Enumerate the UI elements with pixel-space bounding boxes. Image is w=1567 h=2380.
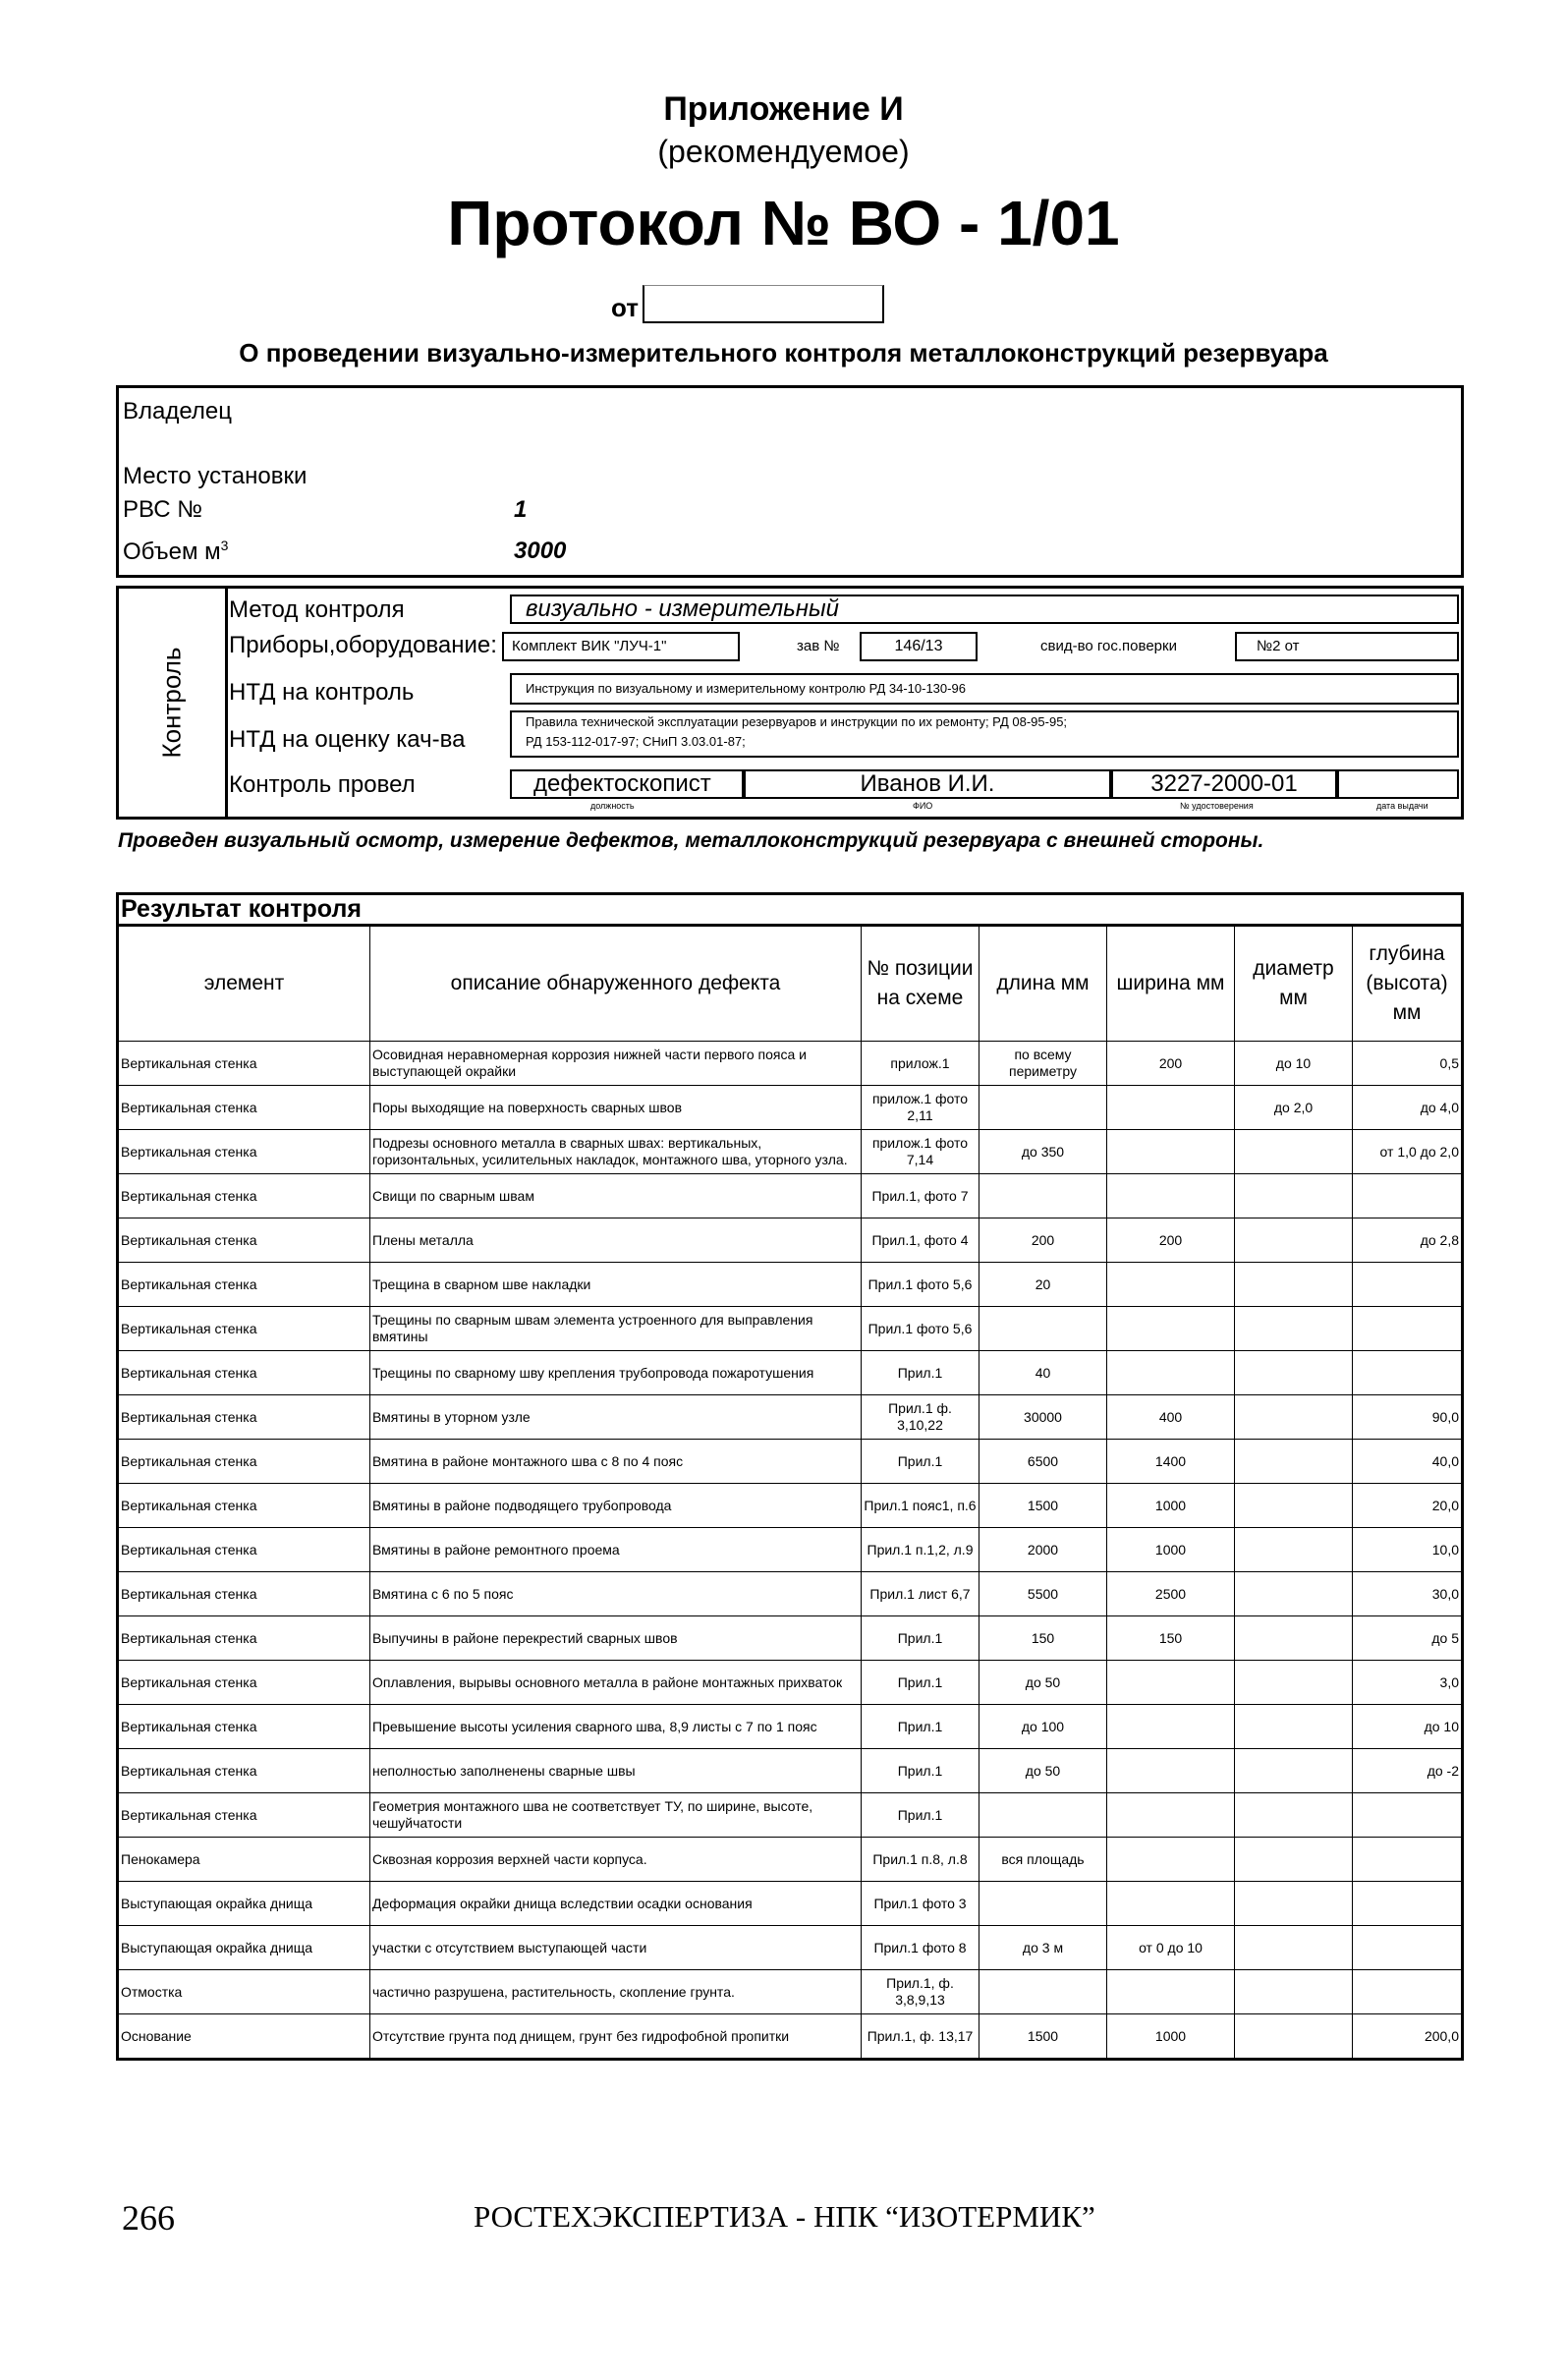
cell-diameter (1235, 1174, 1353, 1218)
cell-width (1107, 1661, 1235, 1705)
table-row (118, 1395, 1463, 1440)
cell-diameter (1235, 1572, 1353, 1616)
cell-diameter (1235, 1351, 1353, 1395)
cell-depth (1353, 1970, 1463, 2014)
cell-description: Выпучины в районе перекрестий сварных швов (370, 1616, 862, 1661)
method-label: Метод контроля (229, 596, 405, 623)
cell-depth (1353, 1263, 1463, 1307)
cell-diameter: до 2,0 (1235, 1086, 1353, 1130)
cell-position: прилож.1 фото 2,11 (862, 1086, 979, 1130)
cell-element: Вертикальная стенка (118, 1395, 370, 1440)
cell-description: Вмятины в уторном узле (370, 1395, 862, 1440)
cell-element: Вертикальная стенка (118, 1174, 370, 1218)
cell-depth (1353, 1926, 1463, 1970)
header-element: элемент (118, 926, 370, 1042)
cell-description: Подрезы основного металла в сварных швах: вертикальных, горизонтальных, усилительных накладок, монтажного шва, уторного узла. (370, 1130, 862, 1174)
cell-element: Вертикальная стенка (118, 1307, 370, 1351)
cell-position: Прил.1 (862, 1661, 979, 1705)
serial-label: зав № (797, 638, 840, 654)
cell-position: Прил.1, ф. 13,17 (862, 2014, 979, 2060)
cell-position: Прил.1 фото 8 (862, 1926, 979, 1970)
owner-label: Владелец (123, 398, 233, 425)
rvs-value: 1 (514, 496, 528, 523)
cell-diameter (1235, 1705, 1353, 1749)
cell-width: 400 (1107, 1395, 1235, 1440)
table-row (118, 1749, 1463, 1793)
table-row (118, 1528, 1463, 1572)
cell-description: неполностью заполненены сварные швы (370, 1749, 862, 1793)
header-description: описание обнаруженного дефекта (370, 926, 862, 1042)
table-row (118, 1086, 1463, 1130)
cell-depth (1353, 1307, 1463, 1351)
cell-diameter (1235, 1749, 1353, 1793)
cell-position: Прил.1 лист 6,7 (862, 1572, 979, 1616)
results-header-row (118, 926, 1463, 1042)
cell-element: Вертикальная стенка (118, 1484, 370, 1528)
table-row (118, 1705, 1463, 1749)
caption-name: ФИО (913, 801, 933, 811)
cell-diameter (1235, 2014, 1353, 2060)
cell-depth: 90,0 (1353, 1395, 1463, 1440)
cell-length: до 3 м (979, 1926, 1107, 1970)
table-row (118, 1484, 1463, 1528)
cell-length: до 100 (979, 1705, 1107, 1749)
table-row (118, 1882, 1463, 1926)
cell-position: Прил.1 (862, 1705, 979, 1749)
cell-length: 2000 (979, 1528, 1107, 1572)
table-row (118, 1440, 1463, 1484)
cell-width: 1000 (1107, 1484, 1235, 1528)
method-value: визуально - измерительный (510, 595, 1459, 624)
cell-length: вся площадь (979, 1838, 1107, 1882)
table-row (118, 1263, 1463, 1307)
cell-diameter (1235, 1882, 1353, 1926)
devices-value: Комплект ВИК "ЛУЧ-1" (502, 632, 740, 661)
cell-position: Прил.1 фото 5,6 (862, 1307, 979, 1351)
cell-diameter (1235, 1661, 1353, 1705)
appendix-subtitle: (рекомендуемое) (657, 134, 910, 169)
header-position: № позиции на схеме (862, 926, 979, 1042)
cell-description: Вмятина в районе монтажного шва с 8 по 4 пояс (370, 1440, 862, 1484)
cell-description: Свищи по сварным швам (370, 1174, 862, 1218)
cell-element: Выступающая окрайка днища (118, 1926, 370, 1970)
cell-element: Вертикальная стенка (118, 1218, 370, 1263)
cell-length (979, 1174, 1107, 1218)
cell-element: Вертикальная стенка (118, 1793, 370, 1838)
cell-description: Геометрия монтажного шва не соответствует ТУ, по ширине, высоте, чешуйчатости (370, 1793, 862, 1838)
date-field[interactable] (643, 285, 884, 323)
cell-depth: до -2 (1353, 1749, 1463, 1793)
cell-position: прилож.1 (862, 1042, 979, 1086)
table-row (118, 1218, 1463, 1263)
cell-description: Осовидная неравномерная коррозия нижней части первого пояса и выступающей окрайки (370, 1042, 862, 1086)
cell-width (1107, 1263, 1235, 1307)
cell-element: Выступающая окрайка днища (118, 1882, 370, 1926)
cell-depth: 0,5 (1353, 1042, 1463, 1086)
table-row (118, 1572, 1463, 1616)
cell-width (1107, 1307, 1235, 1351)
cell-length: 6500 (979, 1440, 1107, 1484)
cell-description: Вмятина с 6 по 5 пояс (370, 1572, 862, 1616)
issue-date-value (1337, 769, 1459, 799)
cell-diameter (1235, 1130, 1353, 1174)
cell-position: Прил.1, ф. 3,8,9,13 (862, 1970, 979, 2014)
caption-date: дата выдачи (1376, 801, 1428, 811)
header-diameter: диаметр мм (1235, 926, 1353, 1042)
cell-width: 200 (1107, 1042, 1235, 1086)
cell-element: Вертикальная стенка (118, 1705, 370, 1749)
cell-position: Прил.1 (862, 1749, 979, 1793)
cell-width (1107, 1749, 1235, 1793)
cell-diameter (1235, 1218, 1353, 1263)
cell-position: Прил.1 (862, 1440, 979, 1484)
protocol-subject: О проведении визуально-измерительного контроля металлоконструкций резервуара (239, 338, 1328, 368)
name-value: Иванов И.И. (744, 769, 1111, 799)
cell-element: Вертикальная стенка (118, 1661, 370, 1705)
footer-organization: РОСТЕХЭКСПЕРТИЗА - НПК “ИЗОТЕРМИК” (474, 2199, 1095, 2234)
cell-depth (1353, 1174, 1463, 1218)
cell-diameter (1235, 1838, 1353, 1882)
cell-width (1107, 1793, 1235, 1838)
cell-description: Вмятины в районе ремонтного проема (370, 1528, 862, 1572)
table-row (118, 1661, 1463, 1705)
cell-element: Вертикальная стенка (118, 1086, 370, 1130)
cell-depth: 3,0 (1353, 1661, 1463, 1705)
cell-depth: 10,0 (1353, 1528, 1463, 1572)
cell-width: от 0 до 10 (1107, 1926, 1235, 1970)
cell-depth: 200,0 (1353, 2014, 1463, 2060)
cell-depth (1353, 1793, 1463, 1838)
caption-position: должность (590, 801, 635, 811)
results-table (116, 924, 1464, 2061)
cell-element: Вертикальная стенка (118, 1351, 370, 1395)
cell-description: Плены металла (370, 1218, 862, 1263)
cell-diameter (1235, 1528, 1353, 1572)
cell-length (979, 1882, 1107, 1926)
devices-label: Приборы,оборудование: (229, 632, 497, 658)
cell-description: Превышение высоты усиления сварного шва, 8,9 листы с 7 по 1 пояс (370, 1705, 862, 1749)
table-row (118, 2014, 1463, 2060)
cell-depth: 20,0 (1353, 1484, 1463, 1528)
cell-length: до 50 (979, 1749, 1107, 1793)
cell-length: 20 (979, 1263, 1107, 1307)
cell-length (979, 1307, 1107, 1351)
cell-width: 200 (1107, 1218, 1235, 1263)
cell-position: Прил.1 п.1,2, л.9 (862, 1528, 979, 1572)
cell-diameter (1235, 1440, 1353, 1484)
results-body (118, 1042, 1463, 2060)
rvs-label: РВС № (123, 496, 202, 523)
cell-position: Прил.1, фото 4 (862, 1218, 979, 1263)
cell-depth: от 1,0 до 2,0 (1353, 1130, 1463, 1174)
control-side-label: Контроль (119, 589, 228, 817)
cell-length: до 50 (979, 1661, 1107, 1705)
cell-description: Оплавления, вырывы основного металла в районе монтажных прихваток (370, 1661, 862, 1705)
table-row (118, 1042, 1463, 1086)
cell-diameter (1235, 1970, 1353, 2014)
cell-width: 1000 (1107, 1528, 1235, 1572)
cell-width: 1000 (1107, 2014, 1235, 2060)
control-block (116, 586, 1464, 820)
cell-width (1107, 1351, 1235, 1395)
cell-description: участки с отсутствием выступающей части (370, 1926, 862, 1970)
table-row (118, 1616, 1463, 1661)
date-prefix: от (611, 293, 639, 322)
serial-value: 146/13 (860, 632, 978, 661)
cell-length (979, 1086, 1107, 1130)
cell-depth (1353, 1838, 1463, 1882)
cell-length: 1500 (979, 1484, 1107, 1528)
cell-length (979, 1793, 1107, 1838)
cell-description: частично разрушена, растительность, скопление грунта. (370, 1970, 862, 2014)
cell-description: Трещины по сварному шву крепления трубопровода пожаротушения (370, 1351, 862, 1395)
cell-width: 2500 (1107, 1572, 1235, 1616)
table-row (118, 1307, 1463, 1351)
cell-length: до 350 (979, 1130, 1107, 1174)
location-label: Место установки (123, 463, 308, 489)
verification-label: свид-во гос.поверки (1040, 638, 1177, 654)
cell-width: 1400 (1107, 1440, 1235, 1484)
caption-cert: № удостоверения (1180, 801, 1254, 811)
table-row (118, 1130, 1463, 1174)
date-row (611, 285, 884, 323)
table-row (118, 1838, 1463, 1882)
cell-diameter (1235, 1484, 1353, 1528)
cell-depth: до 5 (1353, 1616, 1463, 1661)
cell-length: 30000 (979, 1395, 1107, 1440)
cell-position: Прил.1 пояс1, п.6 (862, 1484, 979, 1528)
cell-depth (1353, 1882, 1463, 1926)
cell-element: Вертикальная стенка (118, 1042, 370, 1086)
cell-depth (1353, 1351, 1463, 1395)
cell-description: Сквозная коррозия верхней части корпуса. (370, 1838, 862, 1882)
cell-position: Прил.1, фото 7 (862, 1174, 979, 1218)
cell-description: Трещины по сварным швам элемента устроенного для выправления вмятины (370, 1307, 862, 1351)
cell-description: Деформация окрайки днища вследствии осадки основания (370, 1882, 862, 1926)
cell-element: Вертикальная стенка (118, 1130, 370, 1174)
cell-length: 200 (979, 1218, 1107, 1263)
cell-length (979, 1970, 1107, 2014)
cell-element: Вертикальная стенка (118, 1263, 370, 1307)
volume-value: 3000 (514, 538, 567, 564)
cell-element: Пенокамера (118, 1838, 370, 1882)
header-length: длина мм (979, 926, 1107, 1042)
table-row (118, 1970, 1463, 2014)
table-row (118, 1926, 1463, 1970)
owner-block (116, 385, 1464, 578)
cell-diameter (1235, 1263, 1353, 1307)
cell-width (1107, 1130, 1235, 1174)
ntd-quality-label: НТД на оценку кач-ва (229, 726, 466, 753)
cell-depth: 30,0 (1353, 1572, 1463, 1616)
cell-diameter (1235, 1395, 1353, 1440)
cell-width (1107, 1705, 1235, 1749)
cell-description: Поры выходящие на поверхность сварных швов (370, 1086, 862, 1130)
page-number: 266 (122, 2198, 175, 2238)
cell-element: Вертикальная стенка (118, 1528, 370, 1572)
ntd-control-label: НТД на контроль (229, 679, 415, 706)
cell-length: 40 (979, 1351, 1107, 1395)
ntd-control-value: Инструкция по визуальному и измерительному контролю РД 34-10-130-96 (510, 673, 1459, 705)
cell-width (1107, 1882, 1235, 1926)
cell-depth: до 10 (1353, 1705, 1463, 1749)
cell-description: Отсутствие грунта под днищем, грунт без гидрофобной пропитки (370, 2014, 862, 2060)
cell-element: Вертикальная стенка (118, 1616, 370, 1661)
cell-element: Вертикальная стенка (118, 1440, 370, 1484)
cell-position: Прил.1 фото 3 (862, 1882, 979, 1926)
results-title: Результат контроля (116, 892, 1464, 924)
cert-value: 3227-2000-01 (1111, 769, 1337, 799)
cell-element: Вертикальная стенка (118, 1749, 370, 1793)
table-row (118, 1174, 1463, 1218)
cell-length: 150 (979, 1616, 1107, 1661)
cell-position: Прил.1 фото 5,6 (862, 1263, 979, 1307)
cell-width: 150 (1107, 1616, 1235, 1661)
cell-length: по всему периметру (979, 1042, 1107, 1086)
header-width: ширина мм (1107, 926, 1235, 1042)
header-depth: глубина (высота) мм (1353, 926, 1463, 1042)
position-value: дефектоскопист (510, 769, 744, 799)
cell-description: Вмятины в районе подводящего трубопровода (370, 1484, 862, 1528)
inspector-label: Контроль провел (229, 771, 416, 798)
cell-element: Отмостка (118, 1970, 370, 2014)
table-row (118, 1793, 1463, 1838)
cell-diameter (1235, 1926, 1353, 1970)
verification-value: №2 от (1235, 632, 1459, 661)
cell-diameter: до 10 (1235, 1042, 1353, 1086)
cell-element: Основание (118, 2014, 370, 2060)
cell-element: Вертикальная стенка (118, 1572, 370, 1616)
cell-position: Прил.1 п.8, л.8 (862, 1838, 979, 1882)
table-row (118, 1351, 1463, 1395)
cell-width (1107, 1970, 1235, 2014)
cell-position: Прил.1 ф. 3,10,22 (862, 1395, 979, 1440)
cell-length: 5500 (979, 1572, 1107, 1616)
cell-position: Прил.1 (862, 1616, 979, 1661)
cell-diameter (1235, 1307, 1353, 1351)
cell-diameter (1235, 1616, 1353, 1661)
cell-length: 1500 (979, 2014, 1107, 2060)
cell-width (1107, 1174, 1235, 1218)
visual-inspection-note: Проведен визуальный осмотр, измерение дефектов, металлоконструкций резервуара с внешней стороны. (118, 829, 1264, 852)
cell-width (1107, 1086, 1235, 1130)
cell-depth: до 4,0 (1353, 1086, 1463, 1130)
cell-depth: 40,0 (1353, 1440, 1463, 1484)
cell-width (1107, 1838, 1235, 1882)
cell-position: Прил.1 (862, 1351, 979, 1395)
cell-depth: до 2,8 (1353, 1218, 1463, 1263)
cell-position: Прил.1 (862, 1793, 979, 1838)
protocol-title: Протокол № ВО - 1/01 (447, 188, 1120, 258)
appendix-title: Приложение И (663, 90, 904, 128)
cell-description: Трещина в сварном шве накладки (370, 1263, 862, 1307)
volume-label: Объем $м^3$ (123, 538, 229, 565)
ntd-quality-value: Правила технической эксплуатации резервуаров и инструкции по их ремонту; РД 08-95-95; РД 153-112-017-97; СНиП 3.03.01-87; (510, 710, 1459, 758)
cell-diameter (1235, 1793, 1353, 1838)
cell-position: прилож.1 фото 7,14 (862, 1130, 979, 1174)
